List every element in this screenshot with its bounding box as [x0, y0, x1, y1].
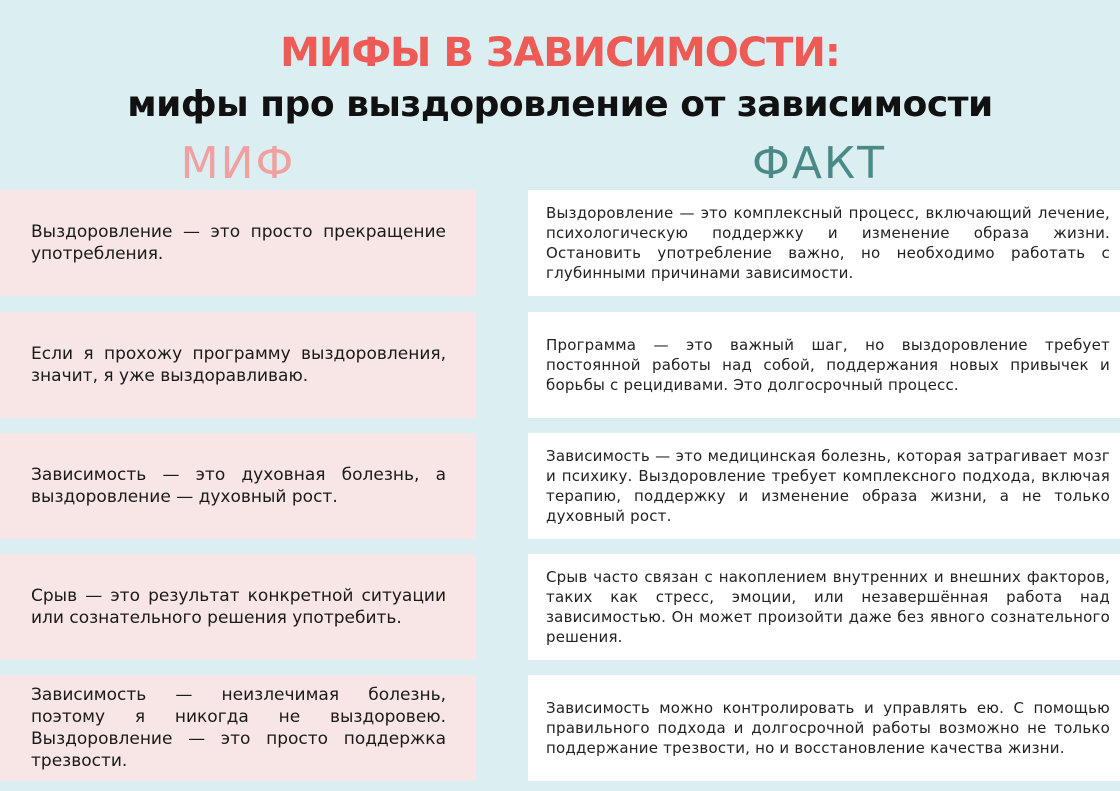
myth-text: Если я прохожу программу выздоровления, значит, я уже выздоравливаю.: [31, 344, 446, 386]
myth-card: [0, 433, 476, 539]
column-header-fact: ФАКТ: [751, 138, 887, 189]
myth-text: Срыв — это результат конкретной ситуации или сознательного решения употребить.: [31, 586, 446, 628]
myth-text: Выздоровление — это просто прекращение употребления.: [31, 222, 446, 264]
myth-card: [0, 675, 476, 781]
fact-card: [528, 190, 1120, 296]
fact-card: [528, 433, 1120, 539]
myth-fact-row-5: [0, 675, 1120, 781]
fact-text: Программа — это важный шаг, но выздоровление требует постоянной работы над собой, поддержания новых привычек и борьбы с рецидивами. Это долгосрочный процесс.: [546, 336, 1110, 394]
fact-text: Выздоровление — это комплексный процесс, включающий лечение, психологическую поддержку и изменение образа жизни. Остановить употребление важно, но необходимо работать с глубинными причинами зависимости.: [546, 204, 1110, 282]
myth-card: [0, 312, 476, 418]
myth-fact-row-2: [0, 312, 1120, 418]
fact-card: [528, 554, 1120, 660]
page-title: МИФЫ В ЗАВИСИМОСТИ:: [280, 30, 840, 76]
fact-text: Зависимость можно контролировать и управлять ею. С помощью правильного подхода и долгосрочной работы возможно не только поддержание трезвости, но и восстановление качества жизни.: [546, 699, 1110, 757]
myth-fact-row-4: [0, 554, 1120, 660]
myth-text: Зависимость — неизлечимая болезнь, поэтому я никогда не выздоровею. Выздоровление — это просто поддержка трезвости.: [31, 685, 446, 771]
fact-text: Зависимость — это медицинская болезнь, которая затрагивает мозг и психику. Выздоровление требует комплексного подхода, включая терапию, поддержку и изменение образа жизни, а не только духовный рост.: [546, 447, 1110, 525]
column-header-myth: МИФ: [180, 138, 296, 189]
myth-card: [0, 554, 476, 660]
fact-text: Срыв часто связан с накоплением внутренних и внешних факторов, таких как стресс, эмоции, или незавершённая работа над зависимостью. Он может произойти даже без явного сознательного решения.: [546, 568, 1110, 646]
myth-card: [0, 190, 476, 296]
myth-text: Зависимость — это духовная болезнь, а выздоровление — духовный рост.: [31, 465, 446, 507]
myth-fact-row-3: [0, 433, 1120, 539]
fact-card: [528, 675, 1120, 781]
page-subtitle: мифы про выздоровление от зависимости: [127, 84, 993, 125]
myth-fact-row-1: [0, 190, 1120, 296]
fact-card: [528, 312, 1120, 418]
